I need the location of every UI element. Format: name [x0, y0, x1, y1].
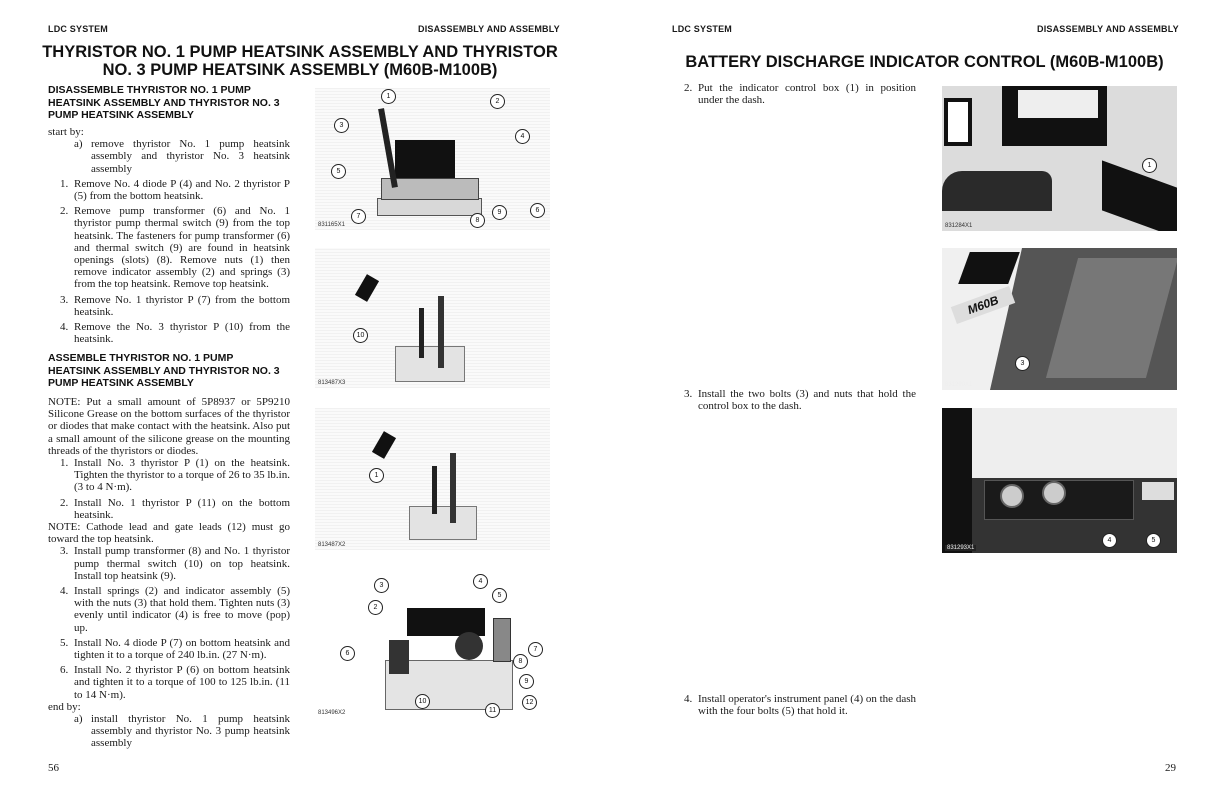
warning-decal-shape	[1018, 90, 1098, 118]
callout-10: 10	[415, 694, 430, 709]
running-header-left: LDC SYSTEM	[672, 24, 733, 34]
figure-code: 813496X2	[318, 710, 346, 716]
step-text: Install pump transformer (8) and No. 1 thyristor pump thermal switch (10) on top heatsink. Install top heatsink (9).	[74, 545, 290, 582]
model-decal: M60B	[951, 286, 1015, 324]
step-text: Install springs (2) and indicator assembly (5) with the nuts (3) that hold them. Tighten nuts (3) evenly until indicator (4) is free to move (pop) up.	[74, 585, 290, 634]
connector-shape	[355, 274, 379, 302]
step-number: 1.	[60, 177, 69, 190]
step-number: 1.	[60, 457, 69, 470]
page-title: BATTERY DISCHARGE INDICATOR CONTROL (M60B-M100B)	[685, 53, 1164, 71]
step-4-text	[684, 693, 916, 720]
step-3-text	[684, 388, 916, 415]
step-item	[60, 321, 290, 345]
step-item	[60, 637, 290, 661]
item-text: install thyristor No. 1 pump heatsink assembly and thyristor No. 3 pump heatsink assembly	[91, 713, 290, 750]
hand-shape	[942, 171, 1052, 211]
page-title	[30, 43, 570, 79]
step-number: 2.	[60, 205, 69, 218]
callout-8: 8	[513, 654, 528, 669]
callout-9: 9	[492, 205, 507, 220]
figure-code: 831290X1	[945, 382, 973, 388]
step-number: 4.	[684, 693, 693, 705]
right-page	[612, 0, 1224, 792]
step-text: Remove the No. 3 thyristor P (10) from the heatsink.	[74, 321, 290, 346]
diode-shape	[493, 618, 511, 662]
connector-shape	[372, 431, 396, 459]
callout-5: 5	[492, 588, 507, 603]
step-item	[684, 693, 916, 717]
figure-code: 831284X1	[945, 223, 973, 229]
callout-4: 4	[515, 129, 530, 144]
end-by-label: end by:	[48, 700, 81, 713]
figure-control-box-position	[942, 86, 1177, 231]
step-item	[684, 82, 916, 106]
step-text: Install No. 1 thyristor P (11) on the bottom heatsink.	[74, 496, 290, 521]
step-number: 4.	[60, 321, 69, 334]
item-text: remove thyristor No. 1 pump heatsink assembly and thyristor No. 3 heatsink assembly	[91, 138, 290, 175]
step-item	[60, 178, 290, 202]
step-number: 3.	[684, 388, 693, 400]
item-marker: a)	[74, 138, 83, 151]
stud-shape	[450, 453, 456, 523]
step-item	[60, 294, 290, 318]
item-marker: a)	[74, 713, 83, 726]
start-by-label: start by:	[48, 126, 84, 138]
page-number: 56	[48, 762, 59, 774]
callout-2: 2	[490, 94, 505, 109]
step-number: 2.	[60, 496, 69, 509]
callout-8: 8	[470, 213, 485, 228]
figure-control-box-bolts	[942, 248, 1177, 390]
callout-7: 7	[351, 209, 366, 224]
logo-shape	[944, 98, 972, 146]
callout-4: 4	[473, 574, 488, 589]
callout-11: 11	[485, 703, 500, 718]
step-text: Install the two bolts (3) and nuts that hold the control box to the dash.	[698, 388, 916, 413]
callout-2: 2	[368, 600, 383, 615]
step-item	[60, 664, 290, 701]
callout-1: 1	[369, 468, 384, 483]
start-by-item	[74, 138, 290, 175]
page-title-line-2: NO. 3 PUMP HEATSINK ASSEMBLY (M60B-M100B)	[102, 61, 498, 79]
page-number: 29	[1165, 762, 1176, 774]
step-number: 6.	[60, 664, 69, 677]
running-header-right: DISASSEMBLY AND ASSEMBLY	[1037, 24, 1179, 34]
figure-code: 831165X1	[318, 222, 345, 228]
step-text: Remove No. 4 diode P (4) and No. 2 thyristor P (5) from the bottom heatsink.	[74, 177, 290, 203]
step-text: Remove pump transformer (6) and No. 1 thyristor pump thermal switch (9) from the top heatsink. The fasteners for pump transformer (6) and thermal switch (9) are found in heatsink openings (slots) (8). Remove nuts (1) then remove indicator assembly (2) and springs (3) from the top heatsink. Remove top heatsink.	[74, 205, 290, 291]
figure-instrument-panel	[942, 408, 1177, 553]
running-header-left: LDC SYSTEM	[48, 24, 109, 34]
callout-3: 3	[334, 118, 349, 133]
stud-shape	[438, 296, 444, 368]
callout-5: 5	[1146, 533, 1161, 548]
transformer-shape	[389, 640, 409, 674]
step-text: Install operator's instrument panel (4) on the dash with the four bolts (5) that hold it.	[698, 693, 916, 718]
lead-shape	[432, 466, 437, 514]
callout-6: 6	[340, 646, 355, 661]
callout-4: 4	[1102, 533, 1117, 548]
step-number: 4.	[60, 585, 69, 598]
note-grease: NOTE: Put a small amount of 5P8937 or 5P9210 Silicone Grease on the bottom surfaces of the thyristor or diodes that make contact with the heatsink. Also put a small amount of the silicone grease on the mounting threads of the thyristors or diodes.	[48, 396, 290, 457]
callout-3: 3	[1015, 356, 1030, 371]
frame-post-shape	[942, 408, 972, 553]
step-number: 5.	[60, 636, 69, 649]
note-cathode: NOTE: Cathode lead and gate leads (12) must go toward the top heatsink.	[48, 521, 290, 546]
step-text: Install No. 4 diode P (7) on bottom heatsink and tighten it to a torque of 240 lb.in. (27 N·m).	[74, 636, 290, 662]
step-item	[60, 497, 290, 521]
lead-shape	[419, 308, 424, 358]
assemble-text	[48, 396, 290, 750]
callout-10: 10	[353, 328, 368, 343]
figure-code: 813487X3	[318, 380, 346, 386]
step-item	[60, 205, 290, 290]
disassemble-text	[48, 126, 290, 348]
figure-thyristor-3-removed	[315, 248, 550, 388]
disassemble-heading: DISASSEMBLE THYRISTOR NO. 1 PUMP HEATSINK ASSEMBLY AND THYRISTOR NO. 3 PUMP HEATSINK ASSEMBLY	[48, 84, 280, 121]
thyristor-shape	[455, 632, 483, 660]
heatsink-shape	[395, 346, 465, 382]
figure-thyristor-3-install	[315, 408, 550, 550]
figure-code: 831293X1	[947, 545, 975, 551]
end-by-item	[74, 713, 290, 750]
step-item	[60, 545, 290, 582]
callout-1: 1	[381, 89, 396, 104]
figure-code: 813487X2	[318, 542, 346, 548]
gauge-1-shape	[1000, 484, 1024, 508]
panel-shape	[1102, 160, 1177, 231]
step-text: Install No. 3 thyristor P (1) on the heatsink. Tighten the thyristor to a torque of 26 to 35 lb.in. (3 to 4 N·m).	[74, 457, 290, 494]
step-number: 2.	[684, 82, 693, 94]
step-number: 3.	[60, 545, 69, 558]
running-header-right: DISASSEMBLY AND ASSEMBLY	[418, 24, 560, 34]
step-number: 3.	[60, 293, 69, 306]
callout-6: 6	[530, 203, 545, 218]
figure-heatsink-reassembly	[315, 570, 550, 718]
step-item	[60, 457, 290, 494]
callout-12: 12	[522, 695, 537, 710]
heatsink-base-shape	[377, 198, 482, 216]
gauge-2-shape	[1042, 481, 1066, 505]
figure-heatsink-assembly	[315, 88, 550, 230]
callout-3: 3	[374, 578, 389, 593]
callout-9: 9	[519, 674, 534, 689]
heatsink-shape	[409, 506, 477, 540]
decal-shape	[1142, 482, 1174, 500]
step-item	[684, 388, 916, 412]
callout-5: 5	[331, 164, 346, 179]
step-text: Put the indicator control box (1) in position under the dash.	[698, 82, 916, 107]
control-box-shape	[1046, 258, 1177, 378]
step-2-text	[684, 82, 916, 109]
page-title-line-1: THYRISTOR NO. 1 PUMP HEATSINK ASSEMBLY AND THYRISTOR	[42, 43, 558, 61]
step-text: Install No. 2 thyristor P (6) on bottom heatsink and tighten it to a torque of 100 to 125 lb.in. (11 to 14 N·m).	[74, 664, 290, 701]
indicator-block-shape	[395, 140, 455, 180]
step-item	[60, 585, 290, 634]
callout-1: 1	[1142, 158, 1157, 173]
callout-7: 7	[528, 642, 543, 657]
step-text: Remove No. 1 thyristor P (7) from the bottom heatsink.	[74, 293, 290, 318]
assemble-heading: ASSEMBLE THYRISTOR NO. 1 PUMP HEATSINK ASSEMBLY AND THYRISTOR NO. 3 PUMP HEATSINK ASSEMBLY	[48, 352, 280, 389]
